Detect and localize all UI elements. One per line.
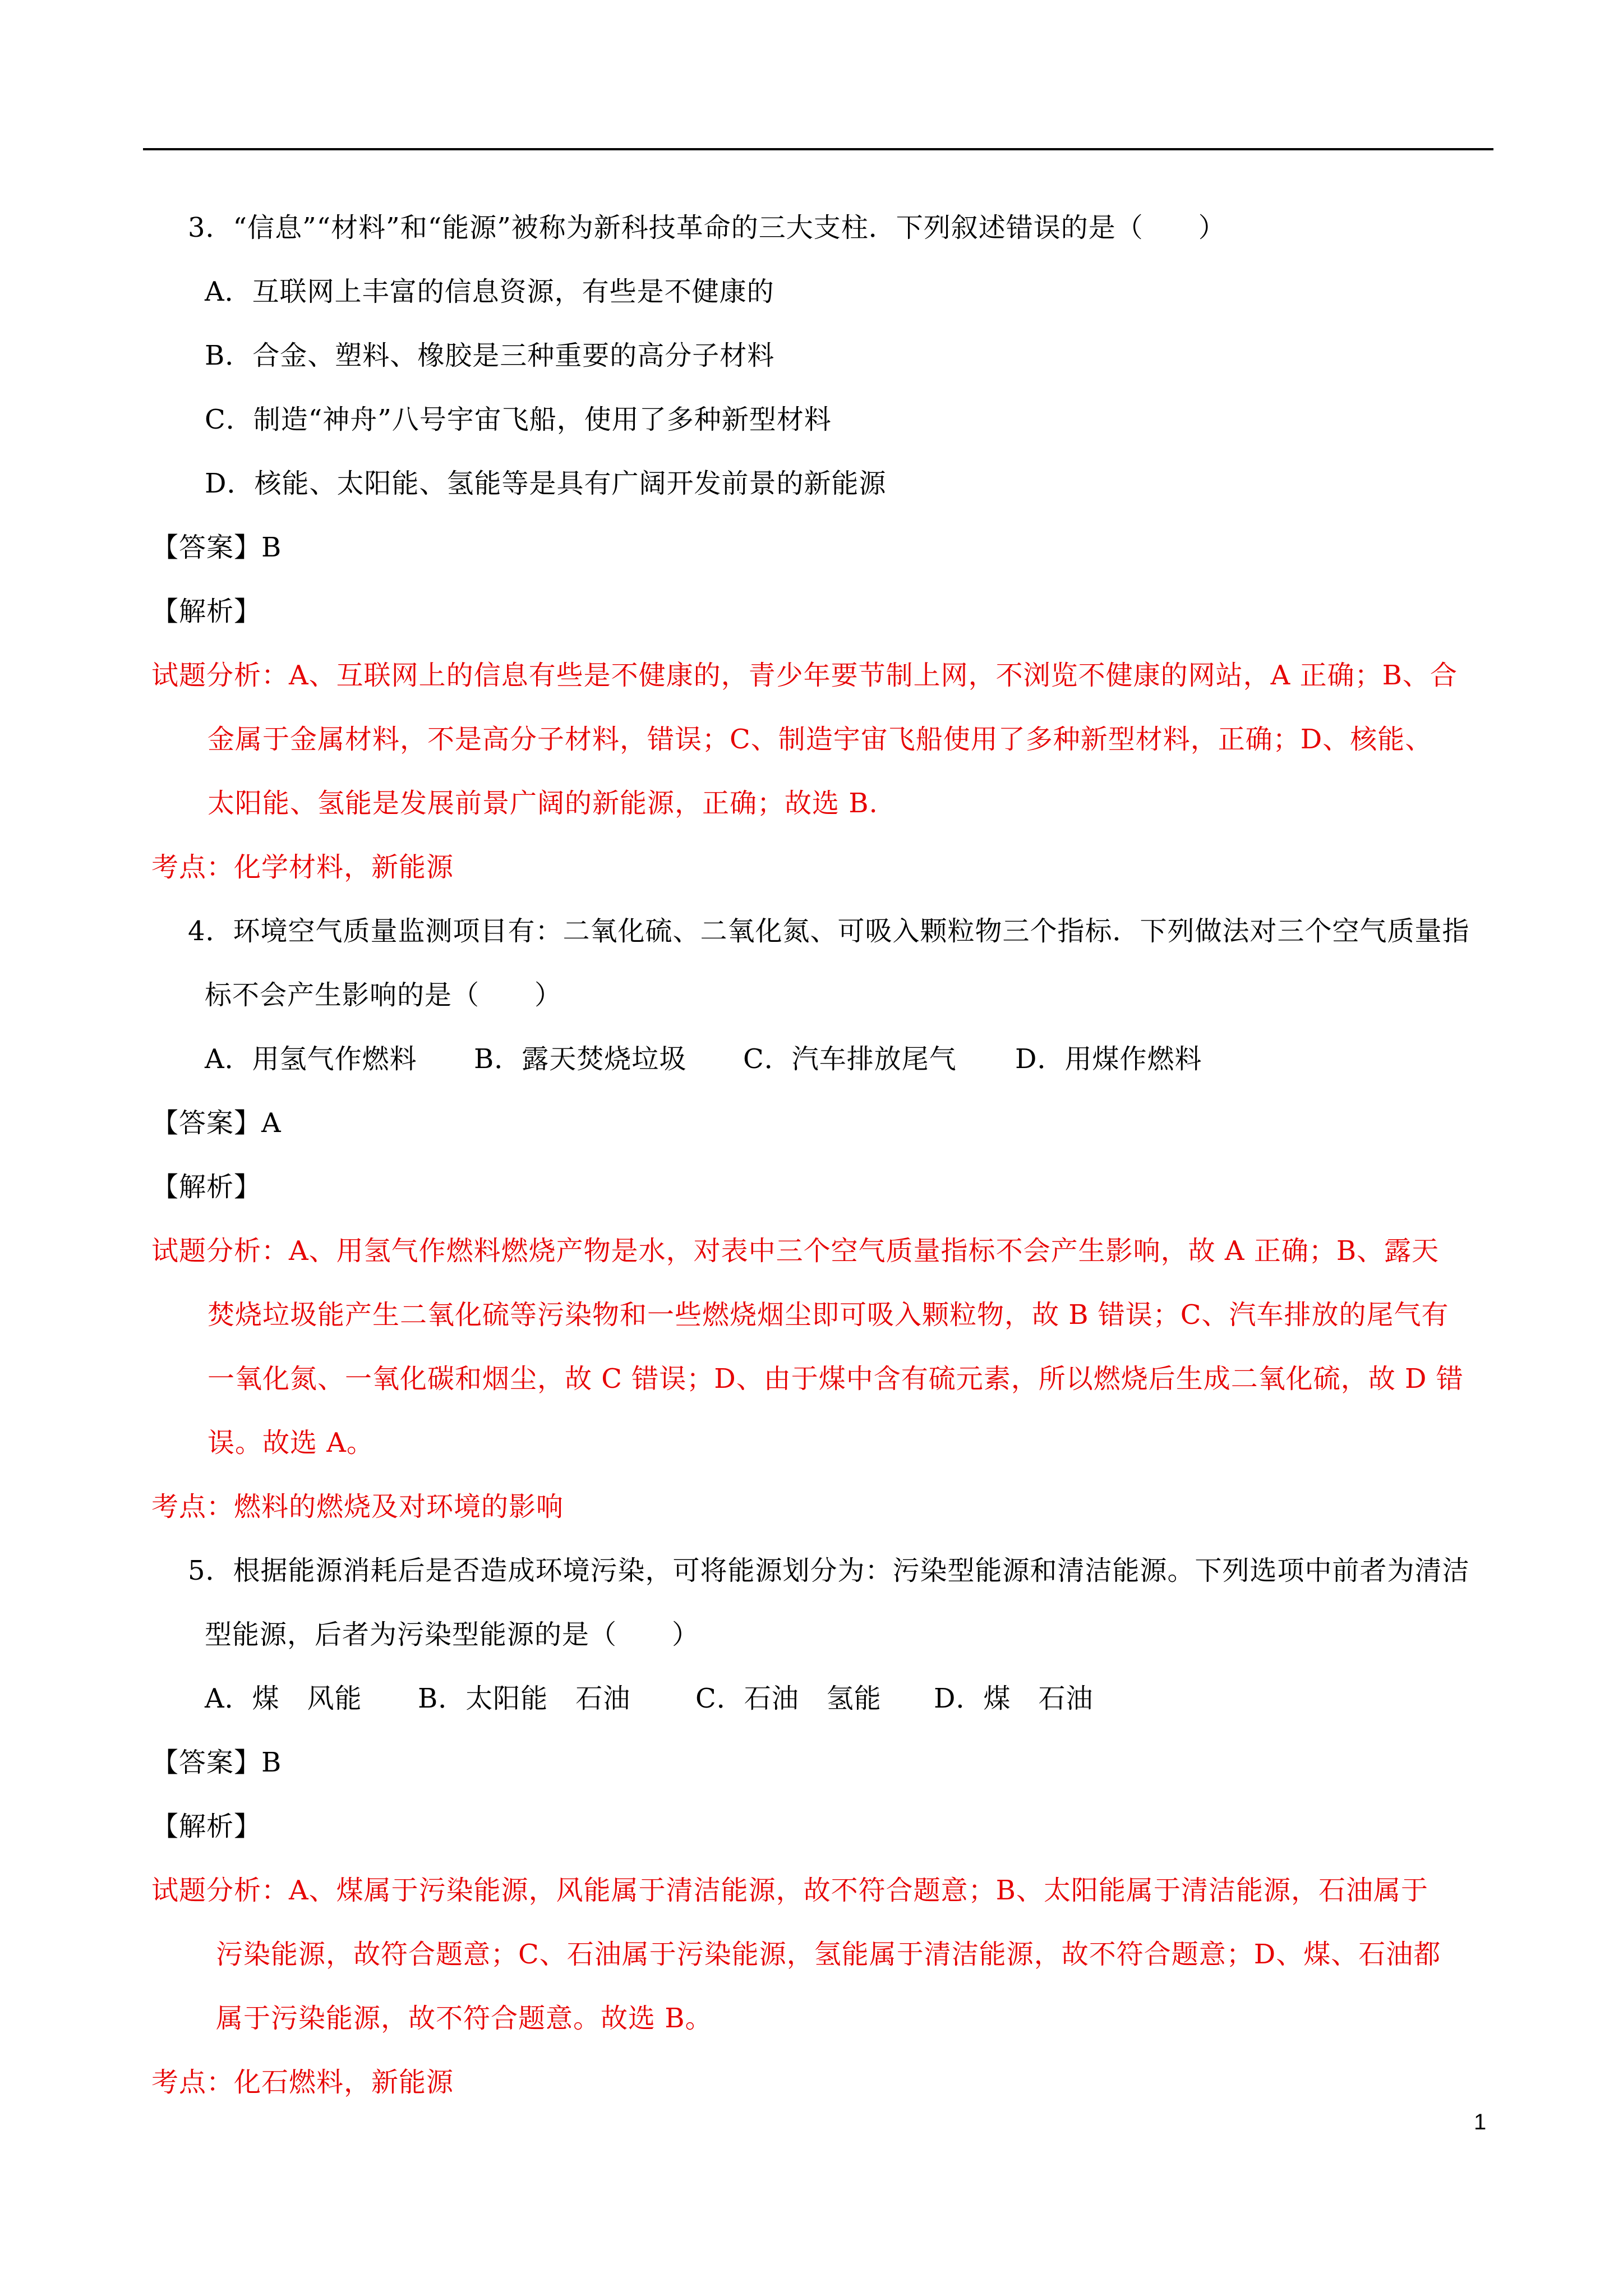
question-3-analysis-line: 太阳能、氢能是发展前景广阔的新能源，正确；故选 B. xyxy=(208,788,878,819)
question-5-analysis-line: 属于污染能源，故不符合题意。故选 B。 xyxy=(216,2003,713,2034)
page-number: 1 xyxy=(1474,2110,1487,2134)
question-5-stem: 5．根据能源消耗后是否造成环境污染，可将能源划分为：污染型能源和清洁能源。下列选项中前者为清洁 xyxy=(188,1555,1470,1586)
question-4-option-d: D．用煤作燃料 xyxy=(1015,1043,1202,1075)
question-3-stem: 3．“信息”“材料”和“能源”被称为新科技革命的三大支柱．下列叙述错误的是（ ） xyxy=(188,212,1226,243)
question-3-option-b: B．合金、塑料、橡胶是三种重要的高分子材料 xyxy=(205,340,775,371)
question-4-analysis-line: 误。故选 A。 xyxy=(208,1427,374,1458)
question-3-analysis-line: 金属于金属材料，不是高分子材料，错误；C、制造宇宙飞船使用了多种新型材料，正确；D、核能、 xyxy=(208,724,1433,755)
question-5-stem: 型能源，后者为污染型能源的是（ ） xyxy=(205,1619,700,1650)
question-5-option-c: C．石油 氢能 xyxy=(695,1683,882,1714)
question-3-option-d: D．核能、太阳能、氢能等是具有广阔开发前景的新能源 xyxy=(205,468,887,499)
question-5-analysis-line: 污染能源，故符合题意；C、石油属于污染能源，氢能属于清洁能源，故不符合题意；D、煤、石油都 xyxy=(216,1939,1441,1970)
header-rule xyxy=(143,148,1493,150)
question-5-option-d: D．煤 石油 xyxy=(934,1683,1094,1714)
question-4-analysis-line: 试题分析：A、用氢气作燃料燃烧产物是水，对表中三个空气质量指标不会产生影响，故 A 正确；B、露天 xyxy=(151,1235,1440,1267)
question-5-point: 考点：化石燃料，新能源 xyxy=(151,2067,454,2098)
question-4-stem: 标不会产生影响的是（ ） xyxy=(205,979,562,1011)
question-3-option-c: C．制造“神舟”八号宇宙飞船，使用了多种新型材料 xyxy=(205,404,832,435)
question-3-point: 考点：化学材料，新能源 xyxy=(151,852,454,883)
question-4-analysis-label: 【解析】 xyxy=(151,1171,262,1203)
question-5-option-b: B．太阳能 石油 xyxy=(418,1683,631,1714)
question-4-point: 考点：燃料的燃烧及对环境的影响 xyxy=(151,1491,564,1522)
question-5-analysis-label: 【解析】 xyxy=(151,1811,262,1842)
question-4-option-b: B．露天焚烧垃圾 xyxy=(474,1043,687,1075)
question-3-analysis-line: 试题分析：A、互联网上的信息有些是不健康的，青少年要节制上网，不浏览不健康的网站，A 正确；B、合 xyxy=(151,660,1458,691)
question-4-options xyxy=(205,1042,1202,1076)
question-5-options xyxy=(205,1682,1094,1715)
question-5-answer: 【答案】B xyxy=(151,1747,282,1778)
question-3-analysis-label: 【解析】 xyxy=(151,596,262,627)
question-5-analysis-line: 试题分析：A、煤属于污染能源，风能属于清洁能源，故不符合题意；B、太阳能属于清洁能源，石油属于 xyxy=(151,1875,1428,1906)
question-4-option-a: A．用氢气作燃料 xyxy=(205,1043,417,1075)
question-5-option-a: A．煤 风能 xyxy=(205,1683,362,1714)
question-4-stem: 4．环境空气质量监测项目有：二氧化硫、二氧化氮、可吸入颗粒物三个指标．下列做法对三个空气质量指 xyxy=(188,915,1470,947)
question-4-answer: 【答案】A xyxy=(151,1107,282,1139)
question-4-analysis-line: 焚烧垃圾能产生二氧化硫等污染物和一些燃烧烟尘即可吸入颗粒物，故 B 错误；C、汽车排放的尾气有 xyxy=(208,1299,1449,1331)
question-3-answer: 【答案】B xyxy=(151,532,282,563)
question-4-analysis-line: 一氧化氮、一氧化碳和烟尘，故 C 错误；D、由于煤中含有硫元素，所以燃烧后生成二氧化硫，故 D 错 xyxy=(208,1363,1464,1395)
question-4-option-c: C．汽车排放尾气 xyxy=(743,1043,957,1075)
question-3-option-a: A．互联网上丰富的信息资源，有些是不健康的 xyxy=(205,276,774,307)
